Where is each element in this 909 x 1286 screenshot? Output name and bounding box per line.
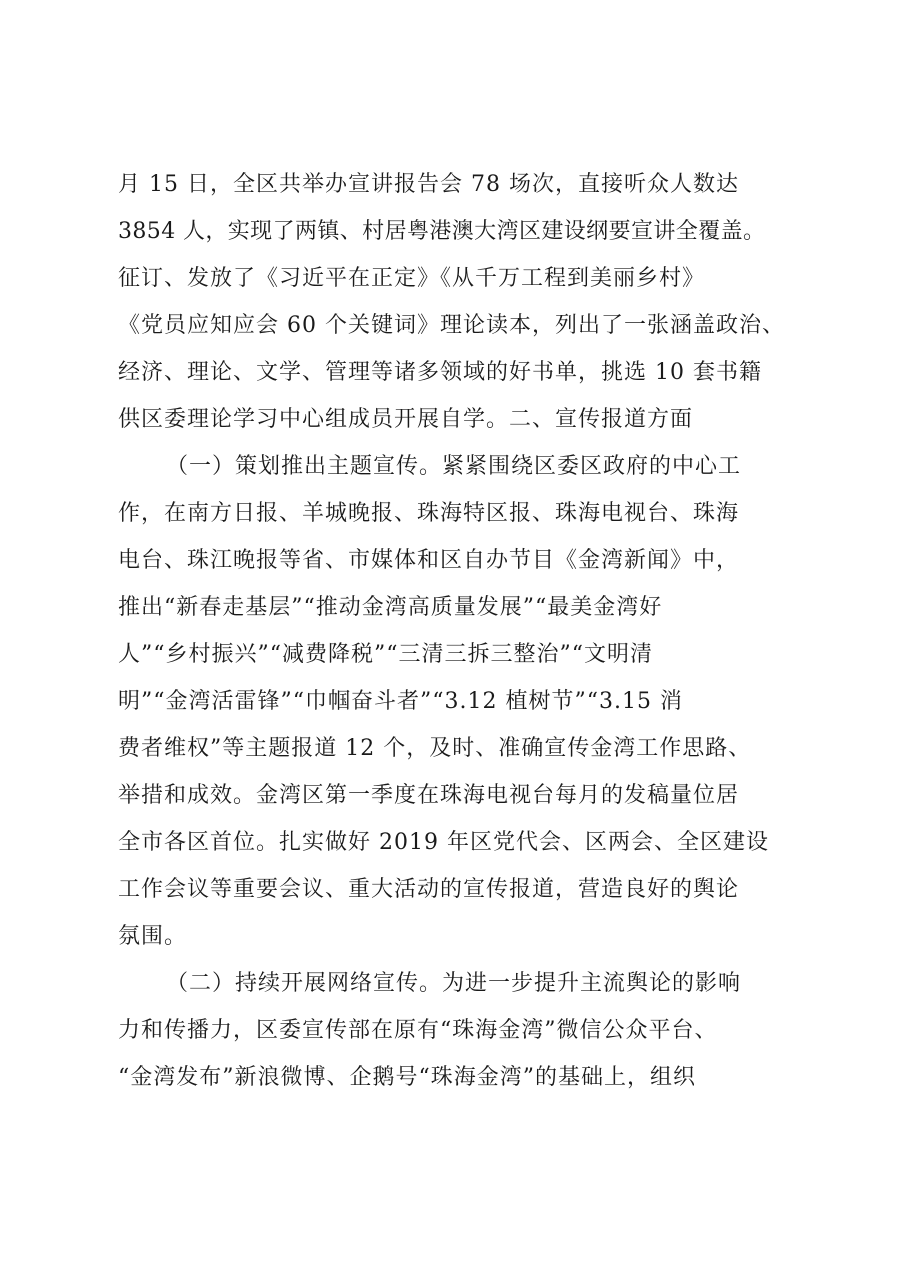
paragraph-2-line-9: 全市各区首位。扎实做好 2019 年区党代会、区两会、全区建设 xyxy=(118,830,769,855)
paragraph-2-line-6: 明”“金湾活雷锋”“巾帼奋斗者”“3.12 植树节”“3.15 消 xyxy=(118,689,683,714)
paragraph-2-line-5: 人”“乡村振兴”“减费降税”“三清三拆三整治”“文明清 xyxy=(118,642,653,667)
paragraph-3-line-1: （二）持续开展网络宣传。为进一步提升主流舆论的影响 xyxy=(166,971,742,996)
paragraph-1-line-3: 征订、发放了《习近平在正定》《从千万工程到美丽乡村》 xyxy=(118,266,706,291)
paragraph-2-line-7: 费者维权”等主题报道 12 个，及时、准确宣传金湾工作思路、 xyxy=(118,736,752,761)
paragraph-1-line-6: 供区委理论学习中心组成员开展自学。二、宣传报道方面 xyxy=(118,407,694,432)
paragraph-2-line-10: 工作会议等重要会议、重大活动的宣传报道，营造良好的舆论 xyxy=(118,877,740,902)
paragraph-2-line-11: 氛围。 xyxy=(118,924,188,949)
paragraph-2-line-3: 电台、珠江晚报等省、市媒体和区自办节目《金湾新闻》中， xyxy=(118,548,740,573)
paragraph-3-line-2: 力和传播力，区委宣传部在原有“珠海金湾”微信公众平台、 xyxy=(118,1018,718,1043)
paragraph-1-line-1: 月 15 日，全区共举办宣讲报告会 78 场次，直接听众人数达 xyxy=(118,172,739,197)
paragraph-3-line-3: “金湾发布”新浪微博、企鹅号“珠海金湾”的基础上，组织 xyxy=(118,1065,696,1090)
paragraph-1-line-4: 《党员应知应会 60 个关键词》理论读本，列出了一张涵盖政治、 xyxy=(118,313,785,338)
paragraph-2-line-8: 举措和成效。金湾区第一季度在珠海电视台每月的发稿量位居 xyxy=(118,783,740,808)
paragraph-2-line-4: 推出“新春走基层”“推动金湾高质量发展”“最美金湾好 xyxy=(118,595,663,620)
paragraph-2-line-2: 作，在南方日报、羊城晚报、珠海特区报、珠海电视台、珠海 xyxy=(118,501,740,526)
paragraph-2-line-1: （一）策划推出主题宣传。紧紧围绕区委区政府的中心工 xyxy=(166,454,742,479)
paragraph-1-line-2: 3854 人，实现了两镇、村居粤港澳大湾区建设纲要宣讲全覆盖。 xyxy=(118,219,766,244)
paragraph-1-line-5: 经济、理论、文学、管理等诸多领域的好书单，挑选 10 套书籍 xyxy=(118,360,762,385)
